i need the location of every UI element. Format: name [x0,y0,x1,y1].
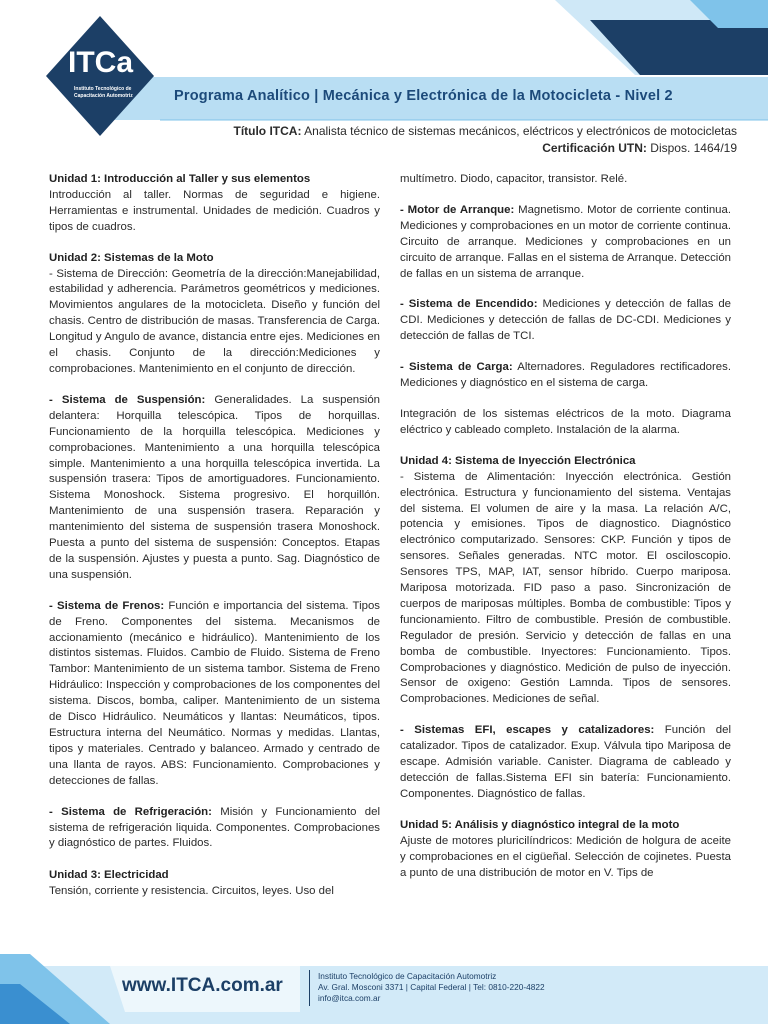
titulo-label: Título ITCA: [233,124,302,138]
unidad-4-body: - Sistema de Alimentación: Inyección electrónica. Gestión electrónica. Estructura y funcionamiento del sistema. Ventajas del sistema. El volumen de aire y la masa. La relación A/C, potencia y emisiones. Tipos de diagnostico. Diagnóstico electrónico computarizado. Sensores: CKP. Función y tipos de sensores. Señales generadas. NTC motor. El osciloscopio. Sensores TPS, MAP, IAT, sensor híbrido. Cuerpo mariposa. Mariposa motorizada. FID paso a paso. Sincronización de cuerpos de mariposas múltiples. Bomba de combustible: Tipos y funcionamiento. Filtro de combustible. Presión de combustible. Regulador de presión. Servicio y detección de fallas en una bomba de combustible. Inyectores: Funcionamiento. Tipos. Comprobaciones y diagnóstico. Medición de pulso de inyección. Sensor de oxigeno: Gestión Lamnda. Tipos de sensores. Comprobaciones. Mediciones de señal. [400,470,731,706]
right-column [400,172,731,896]
arranque-body: Magnetismo. Motor de corriente continua. Mediciones y comprobaciones en un motor de corriente continua. Circuito de arranque. Mediciones y comprobaciones en un circuito de arranque. Fallas en el sistema de Arranque. Detección de fallas en un sistema de arranque. [400,203,731,280]
unidad-1-title: Unidad 1: Introducción al Taller y sus elementos [49,173,311,185]
unidad-3-continuation: multímetro. Diodo, capacitor, transistor. Relé. [400,173,628,185]
carga-section [400,360,731,392]
unidad-5-body: Ajuste de motores pluricilíndricos: Medición de holgura de aceite y comprobaciones en el cigüeñal. Selección de cojinetes. Puesta a punto de una distribución de motor en V. Tips de [400,834,731,879]
certificacion-line [542,141,737,155]
footer-line-1: Instituto Tecnológico de Capacitación Automotriz [318,971,497,981]
unidad-1 [49,172,380,236]
unidad-2-title: Unidad 2: Sistemas de la Moto [49,251,214,264]
efi-head: - Sistemas EFI, escapes y catalizadores: [400,724,655,737]
encendido-section [400,297,731,345]
encendido-text [400,297,731,345]
efi-section [400,723,731,803]
refrigeracion-head: - Sistema de Refrigeración: [49,805,212,818]
footer-contact [318,971,545,1005]
unidad-3-cont [400,172,731,188]
frenos-text [49,599,380,790]
arranque-text [400,203,731,283]
encendido-body: Mediciones y detección de fallas de CDI. Mediciones y detección de fallas de DC-CDI. Mediciones y detección de fallas de TCI. [400,298,731,343]
efi-text [400,723,731,803]
program-title: Programa Analítico | Mecánica y Electrónica de la Motocicleta - Nivel 2 [174,88,673,104]
titulo-line [233,124,737,138]
titulo-value: Analista técnico de sistemas mecánicos, eléctricos y electrónicos de motocicletas [301,124,737,138]
unidad-1-body: Introducción al taller. Normas de seguridad e higiene. Herramientas e instrumental. Unidades de medición. Cuadros y tipos de cuadros. [49,188,380,233]
logo-text: ITCa [68,46,134,79]
arranque-head: - Motor de Arranque: [400,203,515,216]
logo-line1: Instituto Tecnológico de [74,86,132,92]
suspension-head: - Sistema de Suspensión: [49,393,206,406]
itca-logo [44,14,156,138]
website-link[interactable]: www.ITCA.com.ar [122,975,283,996]
suspension-section [49,393,380,584]
cert-value: Dispos. 1464/19 [646,141,737,155]
carga-body: Alternadores. Reguladores rectificadores. Mediciones y diagnóstico en el sistema de carga. [400,361,731,390]
integracion-text: Integración de los sistemas eléctricos de la moto. Diagrama eléctrico y cableado completo. Instalación de la alarma. [400,407,731,436]
efi-body: Función del catalizador. Tipos de catalizador. Exup. Válvula tipo Mariposa de escape. Admisión variable. Canister. Diagrama de cableado y detección de fallas.Sistema EFI sin batería: Funcionamiento. Componentes. Diagnóstico de fallas. [400,724,731,800]
refrigeracion-section [49,805,380,853]
arranque-section [400,203,731,283]
unidad-2 [49,251,380,378]
refrigeracion-body: Misión y Funcionamiento del sistema de refrigeración liquida. Componentes. Comprobaciones y diagnóstico de partes. Fluidos. [49,805,380,850]
unidad-4 [400,454,731,709]
refrigeracion-text [49,805,380,853]
cert-label: Certificación UTN: [542,141,647,155]
suspension-text [49,393,380,584]
encendido-head: - Sistema de Encendido: [400,298,538,311]
unidad-5 [400,818,731,882]
footer-line-2: Av. Gral. Mosconi 3371 | Capital Federal | Tel: 0810-220-4822 [318,982,545,993]
frenos-head: - Sistema de Frenos: [49,599,165,612]
frenos-section [49,599,380,790]
unidad-3-body: Tensión, corriente y resistencia. Circuitos, leyes. Uso del [49,885,334,898]
footer-email[interactable]: info@itca.com.ar [318,993,381,1004]
unidad-4-title: Unidad 4: Sistema de Inyección Electrónica [400,454,636,467]
logo-line2: Capacitación Automotriz [74,93,133,99]
carga-head: - Sistema de Carga: [400,361,513,374]
left-column [49,172,380,915]
unidad-3 [49,868,380,900]
unidad-2-body: - Sistema de Dirección: Geometría de la dirección:Manejabilidad, estabilidad y adherencia. Parámetros geométricos y mediciones. Movimientos angulares de la motocicleta. Diseño y función del chasis. Centro de distribución de masas. Transferencia de Carga. Longitud y Angulo de avance, distancia entre ejes. Mediciones en el chasis. Conjunto de la dirección:Mediciones y comprobaciones. Mantenimiento en el conjunto de dirección. [49,267,380,375]
suspension-body: Generalidades. La suspensión delantera: Horquilla telescópica. Tipos de horquillas. Funcionamiento de la horquilla telescópica. Mediciones y comprobaciones. Mantenimiento a una horquilla telescópica simple. Mantenimiento a una horquilla telescópica invertida. La suspensión trasera: Tipos de amortiguadores. Funcionamiento. Sistema Monoshock. Sistema progresivo. El horquillón. Mantenimiento de una suspensión trasera. Reparación y mantenimiento del sistema de suspensión trasera Monoshock. Puesta a punto del sistema de suspensión: Conceptos. Etapas de la suspensión. Ajustes y puesta a punto. Sag. Diagnóstico de una suspensión. [49,393,381,581]
integracion-section [400,407,731,439]
frenos-body: Función e importancia del sistema. Tipos de Freno. Componentes del sistema. Mecanismos de accionamiento (mecánico e hidráulico). Mantenimiento de los distintos sistemas. Fluidos. Cambio de Fluido. Sistema de Freno Tambor: Mantenimiento de un sistema tambor. Sistema de Freno Hidráulico: Inspección y comprobaciones de los componentes del sistema. Discos, bomba, caliper. Mantenimiento de un sistema de Disco Hidráulico. Neumáticos y llantas: Neumáticos, tipos. Estructura interna del Neumático. Normas y medidas. Llantas, tipos y materiales. Centrado y balanceo. Armado y centrado de una llanta de rayos. ABS: Funcionamiento. Comprobaciones y detecciones de fallas. [49,599,380,787]
unidad-5-title: Unidad 5: Análisis y diagnóstico integral de la moto [400,818,680,831]
unidad-3-title: Unidad 3: Electricidad [49,869,169,882]
footer-separator [309,970,310,1006]
carga-text [400,360,731,392]
